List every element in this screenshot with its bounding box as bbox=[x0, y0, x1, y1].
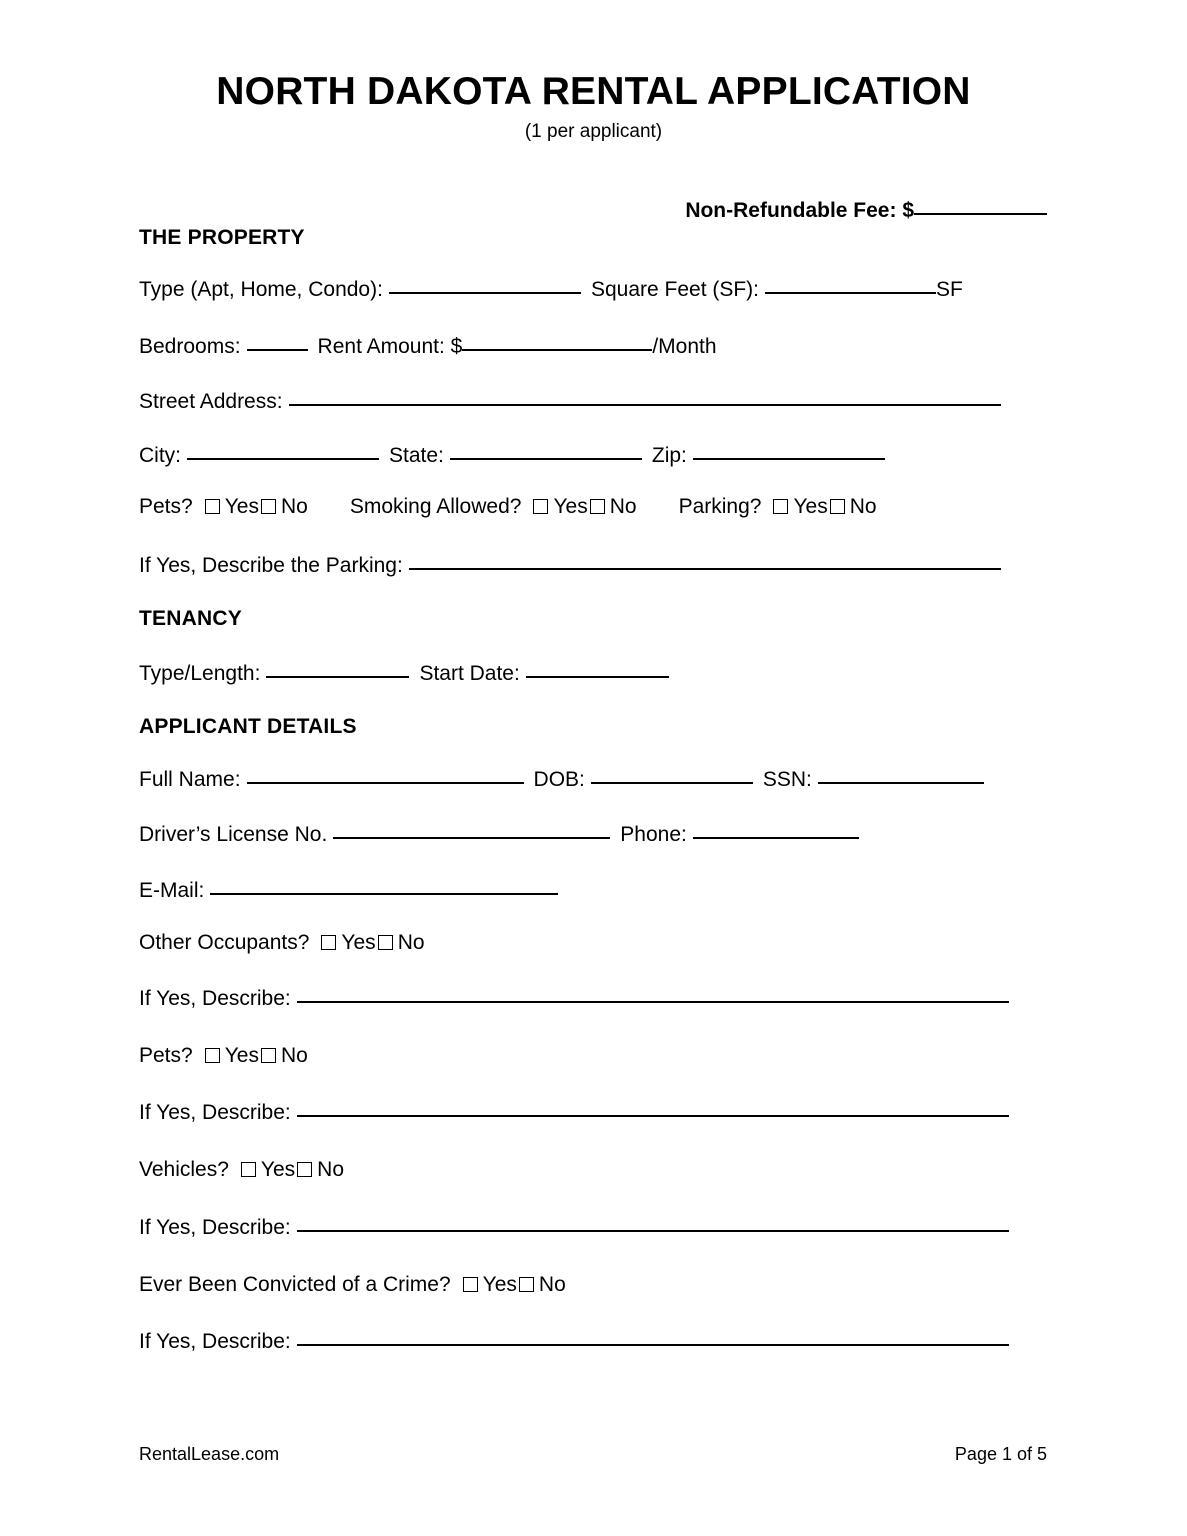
describe-occupants-row bbox=[139, 988, 1009, 1009]
dob-input[interactable] bbox=[591, 782, 753, 784]
footer-page-number: Page 1 of 5 bbox=[954, 1444, 1047, 1464]
square-feet-suffix: SF bbox=[936, 278, 963, 301]
other-occupants-no-checkbox[interactable] bbox=[378, 935, 393, 950]
describe-occupants-label: If Yes, Describe: bbox=[139, 987, 291, 1010]
applicant-pets-no-checkbox[interactable] bbox=[261, 1048, 276, 1063]
vehicles-yes-checkbox[interactable] bbox=[241, 1162, 256, 1177]
zip-label: Zip: bbox=[651, 444, 687, 467]
smoking-yes-label: Yes bbox=[553, 495, 588, 518]
pets-no-checkbox[interactable] bbox=[261, 499, 276, 514]
full-name-row bbox=[139, 769, 984, 790]
vehicles-yes-label: Yes bbox=[260, 1158, 296, 1181]
start-date-label: Start Date: bbox=[419, 662, 520, 685]
rent-amount-suffix: /Month bbox=[652, 335, 717, 358]
pets-yes-label: Yes bbox=[224, 495, 259, 518]
rent-amount-input[interactable] bbox=[462, 349, 652, 351]
type-length-label: Type/Length: bbox=[139, 662, 261, 685]
other-occupants-yes-label: Yes bbox=[341, 931, 376, 954]
full-name-label: Full Name: bbox=[139, 768, 241, 791]
convicted-label: Ever Been Convicted of a Crime? bbox=[139, 1273, 451, 1296]
phone-label: Phone: bbox=[620, 823, 687, 846]
convicted-no-checkbox[interactable] bbox=[519, 1277, 534, 1292]
parking-yes-checkbox[interactable] bbox=[773, 499, 788, 514]
non-refundable-fee-row bbox=[0, 199, 1047, 223]
section-heading-applicant: APPLICANT DETAILS bbox=[139, 715, 357, 738]
describe-parking-input[interactable] bbox=[409, 568, 1001, 570]
bedrooms-input[interactable] bbox=[247, 349, 308, 351]
describe-pets-label: If Yes, Describe: bbox=[139, 1101, 291, 1124]
state-label: State: bbox=[389, 444, 444, 467]
full-name-input[interactable] bbox=[247, 782, 524, 784]
bedrooms-label: Bedrooms: bbox=[139, 335, 241, 358]
ssn-input[interactable] bbox=[818, 782, 984, 784]
tenancy-row bbox=[139, 663, 669, 684]
pets-label: Pets? bbox=[139, 495, 193, 518]
describe-vehicles-row bbox=[139, 1217, 1009, 1238]
email-input[interactable] bbox=[210, 893, 558, 895]
pets-yes-checkbox[interactable] bbox=[205, 499, 220, 514]
phone-input[interactable] bbox=[693, 837, 859, 839]
city-state-zip-row bbox=[139, 445, 885, 466]
city-input[interactable] bbox=[187, 458, 379, 460]
parking-no-label: No bbox=[849, 495, 877, 518]
page-subtitle: (1 per applicant) bbox=[524, 121, 663, 142]
describe-occupants-input[interactable] bbox=[297, 1001, 1009, 1003]
other-occupants-row bbox=[139, 932, 425, 953]
convicted-yes-checkbox[interactable] bbox=[463, 1277, 478, 1292]
applicant-pets-yes-checkbox[interactable] bbox=[205, 1048, 220, 1063]
bedrooms-rent-row bbox=[139, 336, 717, 357]
applicant-pets-label: Pets? bbox=[139, 1044, 193, 1067]
vehicles-row bbox=[139, 1159, 344, 1180]
smoking-yes-checkbox[interactable] bbox=[533, 499, 548, 514]
parking-label: Parking? bbox=[678, 495, 762, 518]
email-label: E-Mail: bbox=[139, 879, 205, 902]
other-occupants-no-label: No bbox=[397, 931, 425, 954]
applicant-pets-row bbox=[139, 1045, 308, 1066]
describe-convicted-input[interactable] bbox=[297, 1344, 1009, 1346]
drivers-license-label: Driver’s License No. bbox=[139, 823, 328, 846]
square-feet-label: Square Feet (SF): bbox=[590, 278, 760, 301]
property-type-row bbox=[139, 279, 963, 300]
convicted-yes-label: Yes bbox=[482, 1273, 517, 1296]
street-address-row bbox=[139, 391, 1001, 412]
non-refundable-fee-label: Non-Refundable Fee: $ bbox=[685, 199, 914, 222]
pets-no-label: No bbox=[280, 495, 308, 518]
applicant-pets-no-label: No bbox=[280, 1044, 308, 1067]
describe-vehicles-label: If Yes, Describe: bbox=[139, 1216, 291, 1239]
dob-label: DOB: bbox=[533, 768, 585, 791]
drivers-license-input[interactable] bbox=[333, 837, 610, 839]
page-title: NORTH DAKOTA RENTAL APPLICATION bbox=[216, 70, 971, 113]
property-options-row bbox=[139, 496, 877, 517]
square-feet-input[interactable] bbox=[765, 292, 936, 294]
city-label: City: bbox=[139, 444, 181, 467]
describe-vehicles-input[interactable] bbox=[297, 1230, 1009, 1232]
describe-parking-row bbox=[139, 555, 1001, 576]
zip-input[interactable] bbox=[693, 458, 885, 460]
property-type-input[interactable] bbox=[389, 292, 581, 294]
other-occupants-yes-checkbox[interactable] bbox=[321, 935, 336, 950]
section-heading-property: THE PROPERTY bbox=[139, 226, 305, 249]
vehicles-label: Vehicles? bbox=[139, 1158, 229, 1181]
describe-convicted-label: If Yes, Describe: bbox=[139, 1330, 291, 1353]
convicted-no-label: No bbox=[538, 1273, 566, 1296]
property-type-label: Type (Apt, Home, Condo): bbox=[139, 278, 383, 301]
vehicles-no-label: No bbox=[317, 1158, 345, 1181]
applicant-pets-yes-label: Yes bbox=[224, 1044, 259, 1067]
start-date-input[interactable] bbox=[526, 676, 669, 678]
street-address-input[interactable] bbox=[289, 404, 1001, 406]
smoking-no-label: No bbox=[609, 495, 637, 518]
other-occupants-label: Other Occupants? bbox=[139, 931, 310, 954]
parking-yes-label: Yes bbox=[793, 495, 828, 518]
convicted-row bbox=[139, 1274, 566, 1295]
describe-convicted-row bbox=[139, 1331, 1009, 1352]
smoking-no-checkbox[interactable] bbox=[590, 499, 605, 514]
ssn-label: SSN: bbox=[762, 768, 812, 791]
street-address-label: Street Address: bbox=[139, 390, 283, 413]
rent-amount-label: Rent Amount: $ bbox=[317, 335, 463, 358]
non-refundable-fee-input[interactable] bbox=[914, 213, 1047, 215]
footer-site: RentalLease.com bbox=[139, 1444, 280, 1464]
vehicles-no-checkbox[interactable] bbox=[297, 1162, 312, 1177]
type-length-input[interactable] bbox=[266, 676, 409, 678]
section-heading-tenancy: TENANCY bbox=[139, 607, 242, 630]
describe-pets-input[interactable] bbox=[297, 1115, 1009, 1117]
state-input[interactable] bbox=[450, 458, 642, 460]
drivers-license-row bbox=[139, 824, 859, 845]
describe-pets-row bbox=[139, 1102, 1009, 1123]
describe-parking-label: If Yes, Describe the Parking: bbox=[139, 554, 403, 577]
email-row bbox=[139, 880, 558, 901]
smoking-label: Smoking Allowed? bbox=[349, 495, 522, 518]
parking-no-checkbox[interactable] bbox=[830, 499, 845, 514]
